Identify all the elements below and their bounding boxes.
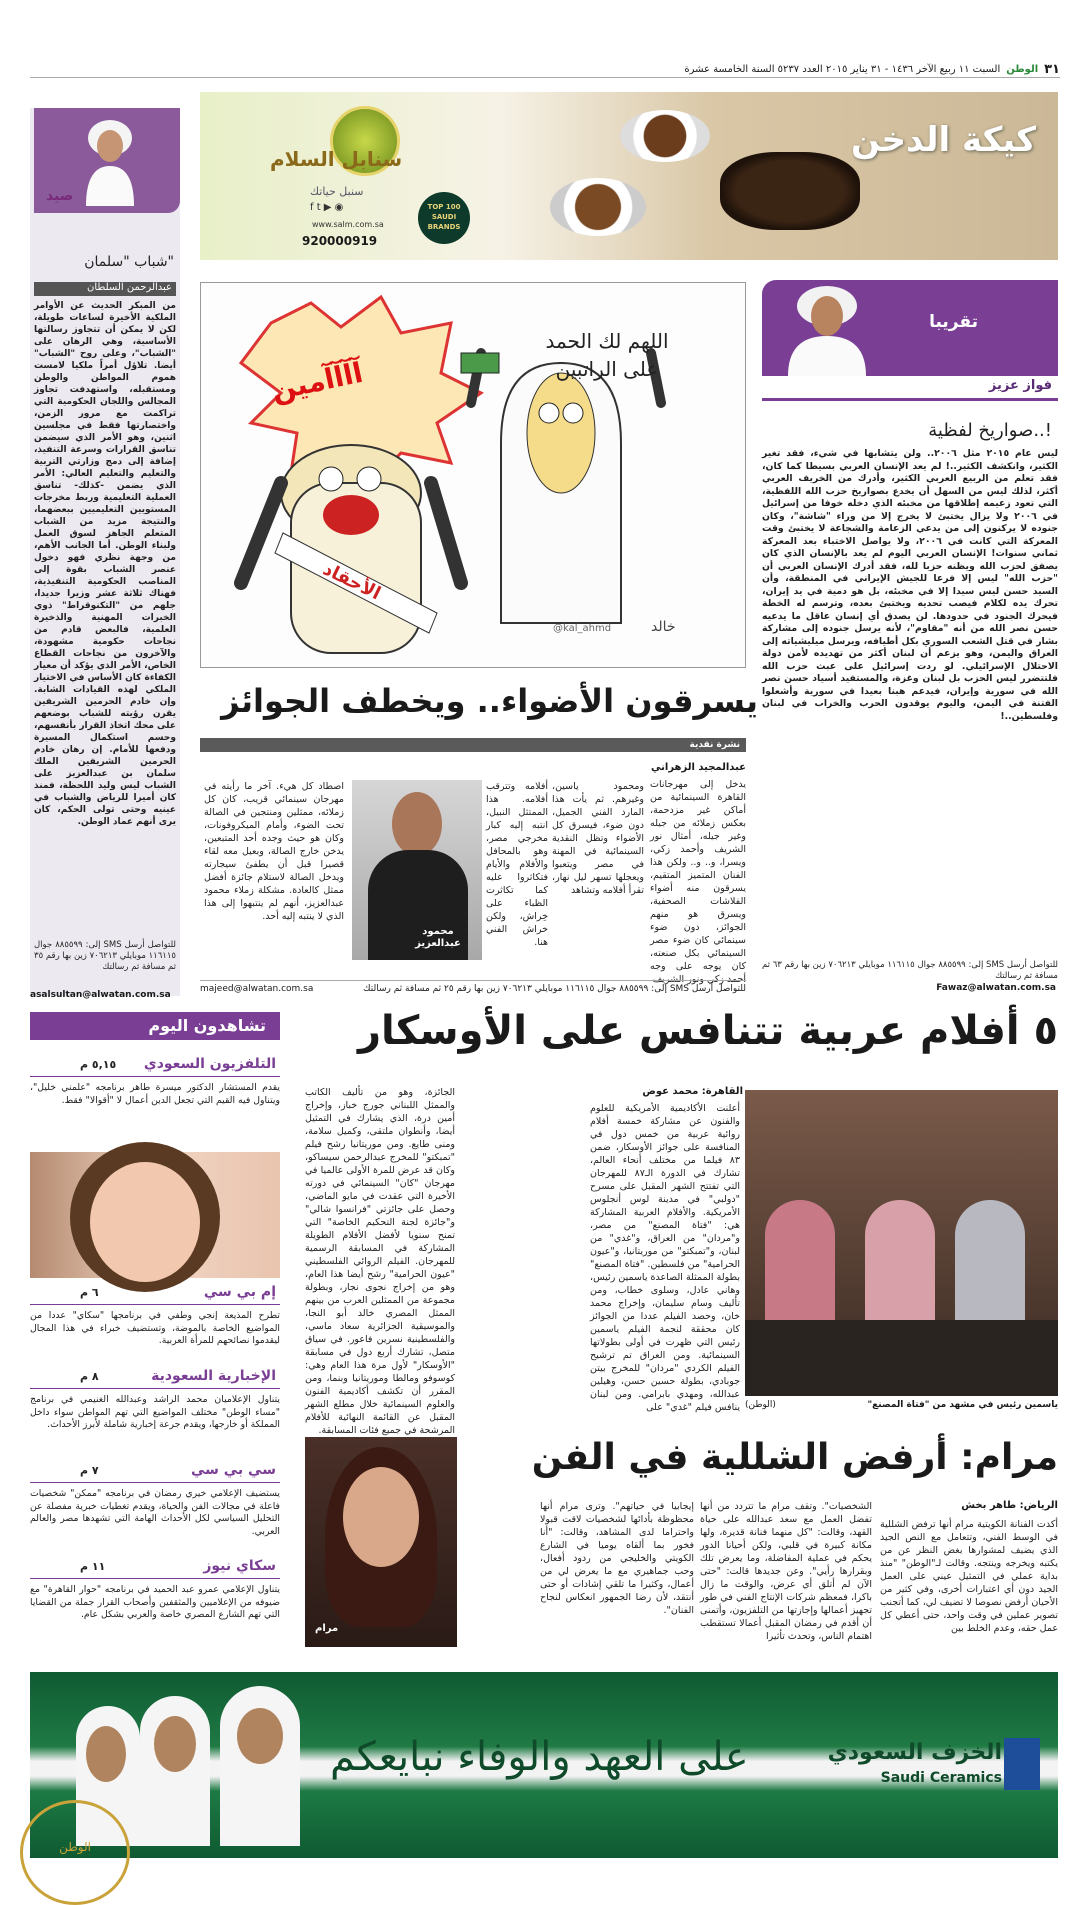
opinion-column-right	[762, 280, 1058, 995]
coffee-cup-image	[620, 110, 710, 162]
film-footer	[200, 980, 746, 996]
sewing-table	[745, 1320, 1058, 1396]
tv-description: يتناول الإعلاميان محمد الراشد وعبدالله الغنيمي في برنامج "مساء الوطن" مختلف المواضيع التي تهم المواطن سواء داخل المملكة أو خارجها، ويقدم جرعة إخبارية شاملة لأبرز الأحداث.	[30, 1394, 280, 1430]
cake-image	[720, 152, 860, 230]
column-signature: صيد	[46, 188, 74, 204]
section-bar	[200, 738, 746, 752]
film-footer-email[interactable]: majeed@alwatan.com.sa	[200, 983, 314, 994]
ad-brand-ar: الخزف السعودي	[827, 1740, 1002, 1765]
opinion-column-left	[30, 108, 180, 996]
column-body: ليس عام ٢٠١٥ مثل ٢٠٠٦.. ولن يتشابها في شيء، فقد تغير الكثير، وانكشف الكثير..! لم يعد الإنسان العربي بسيطا كما كان، فقد تعلم من الربيع العربي الكثير، وأدرك من الخريف العربي أكثر، لذلك ليس من السهل أن يخدع بصواريخ حزب الله اللفظية، التي تعود زعيمه إطلاقها من مخبئه الذي دخله خوفا من إسرائيل في ٢٠٠٦ ولا يزال يختبئ لا يخرج إلا من وراء "شاشة"، وكان جنوده لا يركنون إلى من يدعي الزعامة والشجاعة لا يختبئ وقت المعركة التي كانت في ٢٠٠٦، ولا يواصل الاختباء بعد المعركة ثماني سنوات! الإنسان العربي اليوم لم يعد بالإنسان الذي كان يصفق لحزب الله ويظنه حزبا لله، فقد أدرك الإنسان العربي أن "حزب الله" ليس إلا فرعا للجيش الإيراني في المنطقة، وأن السيد حسن ليس سيدا إلا في مخبئه، بل هو دمية في يد إيران، تحرك يده لكلام فيصب تحديه ويختبئ بعده، وترسم له الخطة فيحرك الجنود في حدودها. لن يصدق أي إنسان عاقل ما يدعيه حسن نصر الله من أنه "مقاوم"، لأنه يرسل جنوده إلى مشاركة بشار في قتل الشعب السوري بكل أطيافه، ويرسل ميليشياته إلى العراق واليمن، وهو يزعم أن لبنان أكثر من تهديده لأمن دولة الاحتلال الإسرائيلي. لو ردت إسرائيل على عبث حزب الله فلتتضرر ليس الحزب بل لبنان وغزة، والمستفيد أسياد حسن نصر الله في سورية وإيران، فيدعم هبنا بعيدا في سورية وأشعلوا الفتنة في اليمن، واليوم يوقدون الحرب والخراب في لبنان وفلسطين..!	[762, 448, 1058, 722]
ad-brand-en: Saudi Ceramics	[880, 1770, 1002, 1786]
tv-description: يقدم المستشار الدكتور ميسرة طاهر برنامجه "علمني خليل"، ويتناول فيه القيم التي تجعل الدين أعمال لا "أقوالا" فقط.	[30, 1082, 280, 1106]
top-advertisement[interactable]	[200, 92, 1058, 260]
tv-description: يستضيف الإعلامي خيري رمضان في برنامجه "ممكن" شخصيات فاعلة في مجالات الفن والحياة، ويقدم تغطيات خبرية مفصلة عن التحليل السياسي لكل الأحداث الهامة التي تشهدها مصر والعالم العربي.	[30, 1488, 280, 1537]
tv-description: يتناول الإعلامي عمرو عبد الحميد في برنامجه "حوار القاهرة" مع ضيوفه من الإعلاميين والمثقفين وأصحاب القرار جملة من القضايا التي تهم الشارع المصري خاصة والعربي بشكل عام.	[30, 1584, 280, 1620]
tv-time: ٦ م	[80, 1286, 99, 1299]
film-article-author: عبدالمجيد الزهراني	[651, 762, 746, 773]
column-author: عبدالرحمن السلطان	[34, 282, 176, 296]
dateline: السبت ١١ ربيع الآخر ١٤٣٦ - ٣١ يناير ٢٠١٥ العدد ٥٢٣٧ السنة الخامسة عشرة	[684, 64, 1001, 75]
column-footer: للتواصل أرسل SMS إلى: ٨٨٥٥٩٩ جوال ١١٦١١٥ موبايلي ٧٠٦٢١٣ زين بها رقم ٣٥ ثم مسافة ثم رسالتك	[34, 940, 176, 972]
oscar-column-2: الجائزة، وهو من تأليف الكاتب والممثل اللبناني جورج خباز، وإخراج أمين درة، الذي يشارك في التمثيل أيضا، وأنطوان ملتقى، وكميل سلامة، ومنى طايع. ومن موريتانيا رشح فيلم "تمبكتو" للمخرج عبدالرحمن سيساكو، وكان قد عرض للمرة الأولى عالميا في مهرجان "كان" السينمائي في دورته الأخيرة التي عقدت في مايو الماضي، وحصل على جائزتي "فرانسوا شالي" و"جائزة لجنة التحكيم الخاصة" التي تمنح سنويا لأفضل الأفلام الطويلة المشاركة في المسابقة الرسمية للمهرجان. الفيلم الروائي الفلسطيني "عيون الحرامية" رشح أيضا هذا العام، وهو من إخراج نجوى نجار، وبطولة مجموعة من الممثلين العرب من بينهم الممثل المصري خالد أبو النجا، والموسيقية الجزائرية سعاد ماسي، والفلسطينية نسرين فاعور. في سياق متصل، تشارك أربع دول في مسابقة "الأوسكار" لأول مرة هذا العام وهي: كوسوفو ومالطا وموريتانيا وبنما، ومن المقرر أن تكشف أكاديمية الفنون والعلوم السينمائية خلال مطلع الشهر المقبل عن القائمة النهائية للأفلام المرشحة في جميع فئات المسابقة.	[305, 1087, 455, 1436]
photo-caption: ياسمين رئيس في مشهد من "فتاة المصنع"	[867, 1400, 1058, 1410]
bottom-advertisement[interactable]	[30, 1672, 1058, 1858]
ad-slogan: على العهد والوفاء نبايعكم	[330, 1734, 749, 1780]
tv-header: تشاهدون اليوم	[30, 1012, 280, 1040]
ad-tagline: سنبل حياتك	[310, 185, 364, 198]
tv-channel: التلفزيون السعودي	[143, 1056, 276, 1072]
tv-channel: الإخبارية السعودية	[151, 1368, 276, 1384]
film-still-photo	[745, 1090, 1058, 1396]
divider	[30, 1578, 280, 1579]
columnist-portrait-icon	[782, 284, 872, 376]
tv-channel: إم بي سي	[203, 1284, 276, 1300]
tv-time: ١١ م	[80, 1560, 106, 1573]
cartoon-shout: آآآآمين	[268, 355, 366, 408]
divider	[762, 398, 1058, 401]
columnist-photo	[762, 280, 1058, 376]
presenter-face	[90, 1162, 200, 1282]
actor-head	[392, 792, 442, 856]
film-column-1: يدخل إلى مهرجانات القاهرة السينمائية من أماكن غير مزدحمة، بعكس زملائه من جيله وغير جيله، أمثال نور الشريف وأحمد زكي، ويسرا، و.. و.. ولكن هذا الفنان المتميز المتقيم، يسرقون منه أضواء الفلاشات الصحفية، ويسرق هو منهم الجوائز، دون ضوء سينمائي كان ضوء مصر السينمائي بكل صنعته، كان يوجه على وجه أحمد زكي ونور الشريف	[650, 779, 746, 985]
divider	[30, 1076, 280, 1077]
maram-column-2: الشخصيات". وتقف مرام ما تتردد من أنها تفضل العمل مع سعد عبدالله على حياة القهد، وقالت: "كل منهما فنانة قديرة، ولها مكانة كبيرة في قلبي، ولكن أحيانا الدور يحكم في عملية المفاضلة، وما يعرض تلك وبقرارها رأيي". وعن جديدها قالت: "حتى الآن لم أتلق أي عرض، والوقت ما زال باكرا، فمعظم شركات الإنتاج الفني في طور تجهيز أعمالها وإجازتها من التلفزيون، وأتمنى أن أقدم في رمضان المقبل أعمالا تستقطب اهتمام الناس، وتحدث تأثيرا	[700, 1501, 872, 1642]
tv-time: ٨ م	[80, 1370, 99, 1383]
tv-channel: سكاي نيوز	[203, 1558, 276, 1574]
ad-product-title: كيكة الدخن	[850, 120, 1036, 160]
divider	[30, 1388, 280, 1389]
cartoon-caption: اللهم لك الحمد على الراتبين	[545, 329, 669, 381]
actor-name: محمود عبدالعزيز	[415, 926, 461, 949]
tv-listings	[30, 1012, 280, 1650]
leader-face	[86, 1726, 126, 1782]
column-footer: للتواصل أرسل SMS إلى: ٨٨٥٥٩٩ جوال ١١٦١١٥ موبايلي ٧٠٦٢١٣ زين بها رقم ٦٣ ثم مسافة ثم رسالتك	[762, 960, 1058, 981]
maram-article-title: مرام: أرفض الشللية في الفن	[531, 1437, 1058, 1478]
film-column-4: اصطاد كل هيء. آخر ما رأيته في مهرجان سينمائي قريب، كان كل زملائه، ممثلين ومنتجين في الصالة تحت الضوء، وأمام الميكروفونات، وكان هو حيث وجده أحد المتبعين، يدخن خارج الصالة، وبعيل معه لقاء قصيرا قبل أن يطفئ سيجارته ويدخل الصالة لاستلام جائزة أفضل ممثل كالعادة. مشكلة زملاء محمود عبدالعزيز، أنهم لم ينتبهوا إلى هذا الذي لا ينتبه إليه أحد.	[204, 781, 344, 922]
actor-photo	[352, 780, 482, 960]
presenter-photo	[30, 1152, 280, 1278]
masthead-brand: الوطن	[1006, 64, 1039, 75]
column-body: من المبكر الحديث عن الأوامر الملكية الأخيرة لساعات طويلة، لكن لا يمكن أن تتجاوز رسالتها الأساسية، وهي الرهان على "الشباب"، وعلى روح "الشباب" أيضا. تلاؤل أمراً ملكيا لامست هموم المواطن والوطن ومستقبله، واستهدفت تجاوز المجالس واللجان الحكومية التي تراكمت مع مرور الزمن، واختصارتها فقط في مجلسين اثنين، وهو الأمر الذي سيضمن تناسق القرارات وسرعة التنفيذ، إضافة إلى دمج وزارتي التربية والتعليم والتعليم العالي: الأمر الذي يضمن -كذلك- تناسق العملية التعليمية وربط مخرجات المستويين التعليميين ببعضهما، والنتيجة مزيد من الشباب المتعلم الجاهز لسوق العمل ولبناء الوطن. أما الجانب الأهم، من وجهة نظري فهو دخول عنصر الشباب بقوة إلى المناصب الحكومية التنفيذية، فهناك ثلاثة عشر وزيرا جديدا، جلهم من "التكنوقراط" ذوي الخبرات المهنية والذخيرة العلمية، فالبعض قادم من نجاحات حكومية مشهودة، والآخرون من نجاحات القطاع الخاص، الأمر الذي يؤكد أن معيار الكفاءة كان الأساس في الاختيار الملكي لهذه القيادات الشابة. وإن خادم الحرمين الشريفين يقرن رؤيته للشباب بوضعهم على محك اتخاذ القرار بأنفسهم، وحسم استكمال المسيرة ودفعها للأمام. إن رهان خادم الحرمين الشريفين الملك سلمان بن عبدالعزيز على الشباب ليس وليد اللحظة، فمنذ كان أميرا للرياض والشباب في عينيه وحتى تولى الحكم، كان يرى أنهم عماد الوطن.	[34, 301, 176, 827]
tv-channel: سي بي سي	[190, 1462, 276, 1478]
column-email[interactable]: Fawaz@alwatan.com.sa	[936, 983, 1056, 993]
column-author: فواز عزيز	[988, 378, 1052, 393]
film-column-2: ومحمود ياسين، وغيرهم. ثم يأت هذا المارد الفني الجميل، دون ضوء، فيسرق كل الأضواء وتظل النقدية السينمائية في المهنة في مصر ويتعبوا ويعجلها تسهر ليل نهار، تقرأ أفلامه وتشاهد	[552, 781, 644, 896]
page-number: ٣١	[1044, 62, 1060, 77]
film-footer-sms: للتواصل أرسل SMS إلى: ٨٨٥٥٩٩ جوال ١١٦١١٥ موبايلي ٧٠٦٢١٣ زين بها رقم ٢٥ ثم مسافة ثم رسالتك	[363, 983, 746, 994]
oscar-article-title: ٥ أفلام عربية تتنافس على الأوسكار	[357, 1008, 1058, 1054]
actress-photo	[305, 1437, 457, 1647]
leader-face	[154, 1716, 196, 1772]
maram-column-3: إيجابيا في حياتهم". وترى مرام أنها محظوظة بأدائها لشخصيات لاقت قبولا واحتراما لدى المشاهد، وقالت: "أنا فخور بما ألقاه يوميا في الشارع الكويتي والخليجي من ردود أفعال، وحب جماهيري مع ما يعرض لي من أعمال، وكثيرا ما تلقي إشادات أو حتى أنتقد، لأن رضا الجمهور انعكاس لنجاح الفنان".	[540, 1501, 694, 1616]
tv-description: تطرح المذيعة إنجي وطفي في برنامجها "سكاي" عددا من المواضيع الخاصة بالموضة، وتستضيف خبراء في هذا المجال ليقدموا نصائحهم للمرأة العربية.	[30, 1310, 280, 1346]
column-category: تقريبا	[929, 312, 978, 332]
editorial-cartoon	[200, 282, 746, 668]
actress-label: مرام	[315, 1623, 339, 1634]
section-label: نشرة نقدية	[689, 740, 740, 750]
actress-face	[343, 1467, 419, 1567]
ad-website[interactable]: www.salm.com.sa	[312, 220, 384, 229]
divider	[30, 1482, 280, 1483]
top-brands-badge: TOP 100 SAUDI BRANDS	[418, 192, 470, 244]
tv-time: ٥,١٥ م	[80, 1058, 117, 1071]
coffee-cup-image	[550, 178, 646, 236]
artist-signature: خالد	[651, 619, 676, 635]
column-email[interactable]: asalsultan@alwatan.com.sa	[30, 990, 171, 1000]
ad-phone: 920000919	[302, 234, 378, 248]
page-header	[30, 62, 1060, 78]
columnist-portrait-icon	[82, 116, 138, 206]
film-article-title: يسرقون الأضواء.. ويخطف الجوائز	[221, 682, 758, 720]
column-title: صواريخ لفظية..!	[928, 420, 1052, 441]
divider	[30, 1304, 280, 1305]
film-column-3: أفلامه وتترقب أفلامه. هذا الممتثل النبيل، انتبه إليه كبار مخرجي مصر، وهو بالمحافل والأفلام والأيام فتكاثروا عليه كما تكاثرت الظباء على خِراش، ولكن خراش الفني هنا.	[486, 781, 548, 948]
column-title: شباب "سلمان"	[84, 254, 174, 270]
maram-column-1: أكدت الفنانة الكويتية مرام أنها ترفض الشللية في الوسط الفني، وتتعامل مع النص الجيد الذي يضيف لمشوارها بغض النظر عن من يكتبه ويخرجه وينتجه. وقالت لـ"الوطن" "منذ بداية عملي في التمثيل عيني على العمل الجيد دون أي اعتبارات أخرى، وفي كثير من الأحيان أرفض نصوصا لا تضيف لي، كما أتجنب تصوير عملين في وقت واحد، حتى أعطي كل عمل حقه، وعدم الخلط بين	[880, 1519, 1058, 1634]
artist-handle: @kal_ahmd	[553, 623, 612, 634]
oscar-article-author: القاهرة: محمد عوض	[642, 1086, 743, 1097]
leader-face	[237, 1708, 283, 1764]
cartoon-sash: الأحقاد	[319, 558, 384, 605]
social-icons: f t ▶ ◉	[310, 202, 344, 213]
newspaper-emblem-icon: الوطن	[20, 1800, 130, 1905]
photo-credit: (الوطن)	[745, 1400, 776, 1410]
oscar-column-1: أعلنت الأكاديمية الأمريكية للعلوم والفنون عن مشاركة خمسة أفلام روائية عربية من خمس دول في المنافسة على جوائز الأوسكار، ضمن ٨٣ فيلما من مختلف أنحاء العالم، تشارك في الدورة الـ٨٧ للمهرجان التي تفتتح الشهر المقبل على مسرح "دولبي" في مدينة لوس أنجلوس الأمريكية. والأفلام العربية المشاركة هي: "فتاة المصنع" من مصر، و"مردان" من العراق، و"غدي" من لبنان، و"تمبكتو" من موريتانيا، و"عيون الحرامية" من فلسطين. "فتاة المصنع" بطولة الممثلة الصاعدة ياسمين رئيس، وهاني عادل، وسلوى خطاب، ومن تأليف وسام سليمان، وإخراج محمد خان، وحصد الفيلم عددا من الجوائز كان محققة لنجمة الفيلم ياسمين رئيس التي ظهرت في أولى بطولاتها السينمائية. ومن العراق تم ترشيح الفيلم الكردي "مردان" للمخرج بيتن جوبادي، بطولة حسين حسن، وهيلين عبدالله، ومهدي بابرامي. ومن لبنان ينافس فيلم "غدي" على	[590, 1103, 740, 1413]
ceramics-logo-icon	[1004, 1738, 1040, 1790]
ad-brand: سنابل السلام	[270, 147, 403, 171]
tv-time: ٧ م	[80, 1464, 99, 1477]
maram-article-author: الرياض: طاهر بخش	[961, 1500, 1058, 1511]
